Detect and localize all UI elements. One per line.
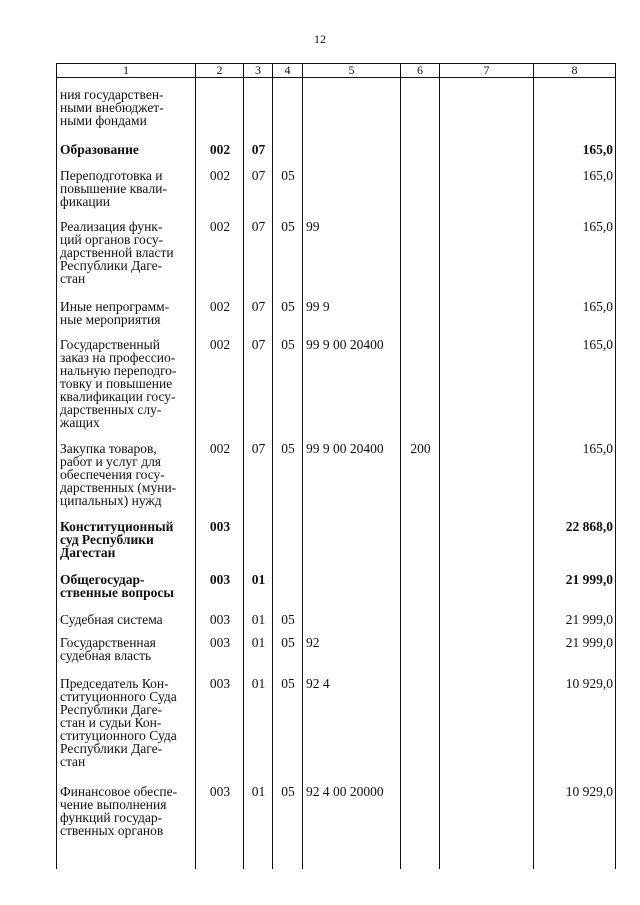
target-article-cell xyxy=(303,168,401,219)
subsection-cell xyxy=(273,572,303,612)
item-name: Общегосудар- ственные вопросы xyxy=(57,572,196,612)
item-name: Государственная судебная власть xyxy=(57,636,196,676)
code-cell: 002 xyxy=(196,142,244,168)
empty-cell xyxy=(534,837,616,869)
target-article-cell: 99 xyxy=(303,219,401,299)
amount-cell: 165,0 xyxy=(534,142,616,168)
table-row xyxy=(57,519,616,572)
empty-cell xyxy=(440,837,534,869)
code-cell: 002 xyxy=(196,219,244,299)
column-7-cell xyxy=(440,676,534,784)
subsection-cell: 05 xyxy=(273,441,303,519)
code-cell: 003 xyxy=(196,636,244,676)
expense-type-cell xyxy=(401,784,440,837)
code-cell: 003 xyxy=(196,572,244,612)
section-cell xyxy=(244,519,273,572)
column-header: 8 xyxy=(534,64,616,78)
expense-type-cell xyxy=(401,78,440,143)
column-7-cell xyxy=(440,219,534,299)
expense-type-cell xyxy=(401,299,440,337)
table-row xyxy=(57,142,616,168)
table-row xyxy=(57,636,616,676)
item-name: ния государствен- ными внебюджет- ными фондами xyxy=(57,78,196,143)
amount-cell: 165,0 xyxy=(534,168,616,219)
expense-type-cell xyxy=(401,219,440,299)
column-7-cell xyxy=(440,784,534,837)
table-row xyxy=(57,784,616,837)
empty-cell xyxy=(244,837,273,869)
subsection-cell: 05 xyxy=(273,337,303,441)
column-header: 6 xyxy=(401,64,440,78)
expense-type-cell xyxy=(401,636,440,676)
table-row xyxy=(57,168,616,219)
table-row xyxy=(57,219,616,299)
code-cell: 003 xyxy=(196,612,244,636)
target-article-cell xyxy=(303,142,401,168)
empty-cell xyxy=(57,837,196,869)
code-cell: 002 xyxy=(196,441,244,519)
amount-cell xyxy=(534,78,616,143)
expense-type-cell: 200 xyxy=(401,441,440,519)
amount-cell: 165,0 xyxy=(534,337,616,441)
code-cell: 003 xyxy=(196,519,244,572)
table-row xyxy=(57,612,616,636)
target-article-cell: 92 4 00 20000 xyxy=(303,784,401,837)
column-7-cell xyxy=(440,168,534,219)
expense-type-cell xyxy=(401,142,440,168)
column-7-cell xyxy=(440,337,534,441)
section-cell: 01 xyxy=(244,784,273,837)
section-cell: 01 xyxy=(244,572,273,612)
amount-cell: 10 929,0 xyxy=(534,676,616,784)
amount-cell: 21 999,0 xyxy=(534,572,616,612)
empty-cell xyxy=(273,837,303,869)
subsection-cell: 05 xyxy=(273,299,303,337)
section-cell: 01 xyxy=(244,676,273,784)
subsection-cell: 05 xyxy=(273,636,303,676)
subsection-cell: 05 xyxy=(273,784,303,837)
column-header: 2 xyxy=(196,64,244,78)
item-name: Образование xyxy=(57,142,196,168)
section-cell: 07 xyxy=(244,168,273,219)
code-cell: 002 xyxy=(196,337,244,441)
budget-table xyxy=(56,63,616,869)
column-7-cell xyxy=(440,572,534,612)
item-name: Председатель Кон- ституционного Суда Республики Даге- стан и судьи Кон- ституционного Суда Республики Даге- стан xyxy=(57,676,196,784)
expense-type-cell xyxy=(401,337,440,441)
target-article-cell: 92 xyxy=(303,636,401,676)
column-numbers-row xyxy=(57,64,616,78)
column-header: 4 xyxy=(273,64,303,78)
code-cell: 003 xyxy=(196,784,244,837)
empty-cell xyxy=(303,837,401,869)
column-header: 7 xyxy=(440,64,534,78)
subsection-cell: 05 xyxy=(273,612,303,636)
item-name: Реализация функ- ций органов госу- дарственной власти Республики Даге- стан xyxy=(57,219,196,299)
table-row xyxy=(57,337,616,441)
section-cell xyxy=(244,78,273,143)
target-article-cell xyxy=(303,519,401,572)
column-7-cell xyxy=(440,78,534,143)
section-cell: 01 xyxy=(244,612,273,636)
section-cell: 07 xyxy=(244,299,273,337)
table-row xyxy=(57,441,616,519)
expense-type-cell xyxy=(401,519,440,572)
amount-cell: 165,0 xyxy=(534,441,616,519)
page-number: 12 xyxy=(314,32,326,46)
table-continuation xyxy=(57,837,616,869)
item-name: Закупка товаров, работ и услуг для обеспечения госу- дарственных (муни- ципальных) нужд xyxy=(57,441,196,519)
column-7-cell xyxy=(440,519,534,572)
column-header: 3 xyxy=(244,64,273,78)
expense-type-cell xyxy=(401,676,440,784)
section-cell: 07 xyxy=(244,441,273,519)
item-name: Финансовое обеспе- чение выполнения функций государ- ственных органов xyxy=(57,784,196,837)
code-cell: 002 xyxy=(196,168,244,219)
table-row xyxy=(57,299,616,337)
subsection-cell: 05 xyxy=(273,676,303,784)
subsection-cell xyxy=(273,78,303,143)
item-name: Переподготовка и повышение квали- фикации xyxy=(57,168,196,219)
target-article-cell xyxy=(303,612,401,636)
amount-cell: 10 929,0 xyxy=(534,784,616,837)
target-article-cell: 99 9 00 20400 xyxy=(303,337,401,441)
column-7-cell xyxy=(440,299,534,337)
target-article-cell xyxy=(303,78,401,143)
column-7-cell xyxy=(440,441,534,519)
column-header: 1 xyxy=(57,64,196,78)
code-cell: 003 xyxy=(196,676,244,784)
amount-cell: 21 999,0 xyxy=(534,612,616,636)
section-cell: 07 xyxy=(244,219,273,299)
item-name: Иные непрограмм- ные мероприятия xyxy=(57,299,196,337)
column-7-cell xyxy=(440,142,534,168)
column-header: 5 xyxy=(303,64,401,78)
expense-type-cell xyxy=(401,168,440,219)
target-article-cell: 99 9 xyxy=(303,299,401,337)
expense-type-cell xyxy=(401,612,440,636)
target-article-cell xyxy=(303,572,401,612)
subsection-cell: 05 xyxy=(273,219,303,299)
section-cell: 01 xyxy=(244,636,273,676)
item-name: Конституционный суд Республики Дагестан xyxy=(57,519,196,572)
amount-cell: 22 868,0 xyxy=(534,519,616,572)
item-name: Государственный заказ на профессио- нальную переподго- товку и повышение квалификации госу- дарственных слу- жащих xyxy=(57,337,196,441)
item-name: Судебная система xyxy=(57,612,196,636)
empty-cell xyxy=(196,837,244,869)
section-cell: 07 xyxy=(244,142,273,168)
empty-cell xyxy=(401,837,440,869)
subsection-cell: 05 xyxy=(273,168,303,219)
target-article-cell: 92 4 xyxy=(303,676,401,784)
table-row xyxy=(57,676,616,784)
column-7-cell xyxy=(440,612,534,636)
amount-cell: 165,0 xyxy=(534,219,616,299)
section-cell: 07 xyxy=(244,337,273,441)
subsection-cell xyxy=(273,519,303,572)
amount-cell: 21 999,0 xyxy=(534,636,616,676)
amount-cell: 165,0 xyxy=(534,299,616,337)
table-row xyxy=(57,572,616,612)
code-cell xyxy=(196,78,244,143)
target-article-cell: 99 9 00 20400 xyxy=(303,441,401,519)
subsection-cell xyxy=(273,142,303,168)
code-cell: 002 xyxy=(196,299,244,337)
table-row xyxy=(57,78,616,143)
column-7-cell xyxy=(440,636,534,676)
expense-type-cell xyxy=(401,572,440,612)
